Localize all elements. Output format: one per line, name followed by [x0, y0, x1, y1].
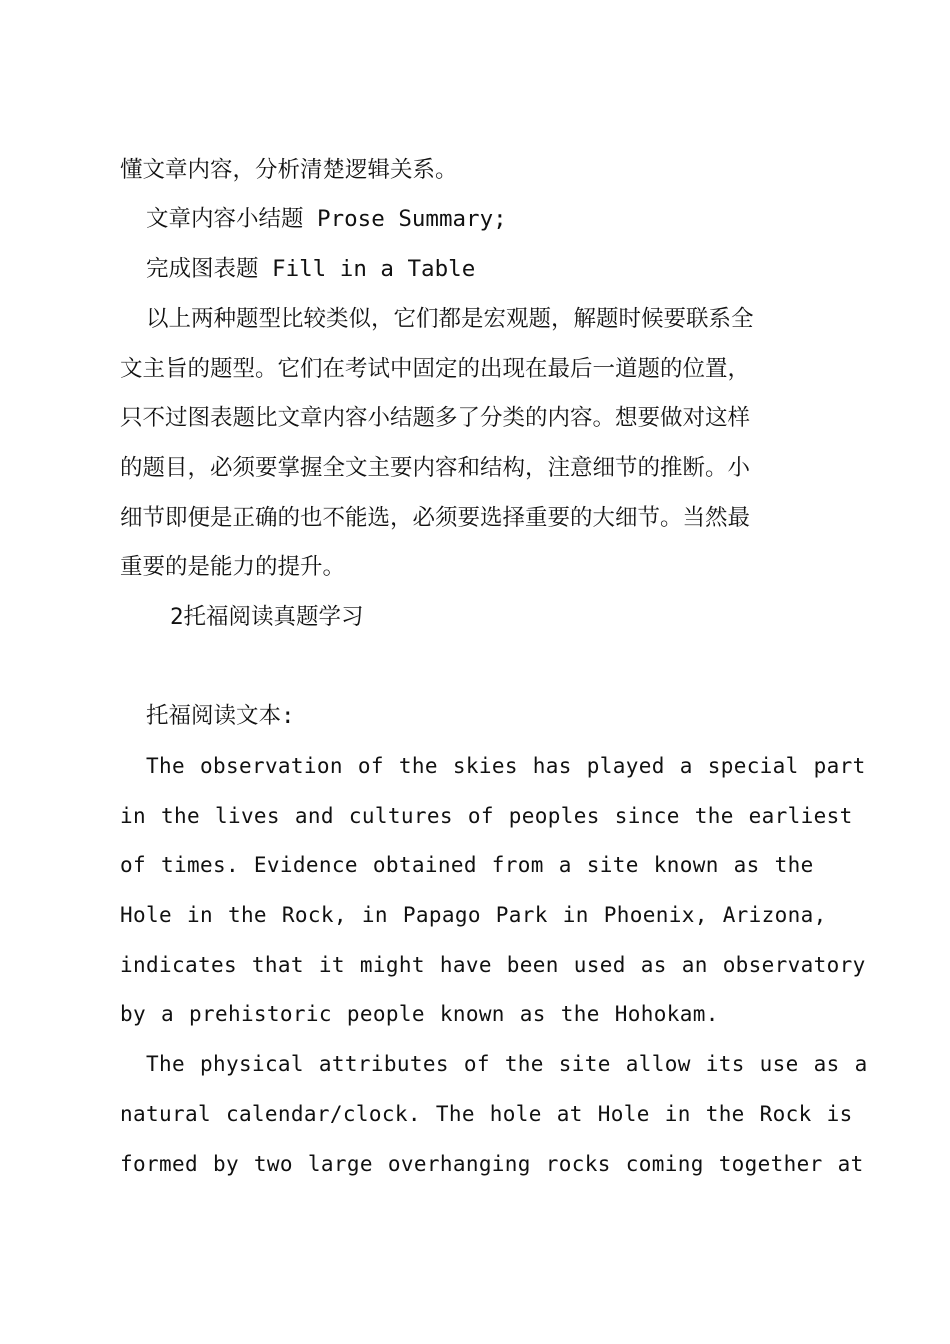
- text-line: natural calendar/clock. The hole at Hole in the Rock is: [120, 1102, 853, 1126]
- text-line: 文主旨的题型。它们在考试中固定的出现在最后一道题的位置，: [120, 356, 751, 382]
- text-line: 懂文章内容，分析清楚逻辑关系。: [120, 157, 458, 183]
- text-line: in the lives and cultures of peoples since the earliest: [120, 804, 853, 828]
- text-line: formed by two large overhanging rocks coming together at: [120, 1152, 864, 1176]
- text-line: 文章内容小结题 Prose Summary;: [146, 206, 507, 232]
- text-line: 托福阅读文本:: [146, 703, 295, 729]
- text-line: of times. Evidence obtained from a site known as the: [120, 853, 814, 877]
- text-line: The observation of the skies has played a special part: [146, 754, 866, 778]
- text-line: 细节即便是正确的也不能选，必须要选择重要的大细节。当然最: [120, 505, 751, 531]
- section-heading: 2托福阅读真题学习: [170, 604, 364, 630]
- text-line: 以上两种题型比较类似，它们都是宏观题，解题时候要联系全: [146, 306, 754, 332]
- text-line: The physical attributes of the site allow its use as a: [146, 1052, 868, 1076]
- text-line: by a prehistoric people known as the Hohokam.: [120, 1002, 719, 1026]
- text-line: 重要的是能力的提升。: [120, 554, 346, 580]
- text-line: Hole in the Rock, in Papago Park in Phoenix, Arizona,: [120, 903, 827, 927]
- text-line: indicates that it might have been used as an observatory: [120, 953, 866, 977]
- text-line: 的题目，必须要掌握全文主要内容和结构，注意细节的推断。小: [120, 455, 751, 481]
- text-line: 只不过图表题比文章内容小结题多了分类的内容。想要做对这样: [120, 405, 751, 431]
- text-line: 完成图表题 Fill in a Table: [146, 256, 476, 282]
